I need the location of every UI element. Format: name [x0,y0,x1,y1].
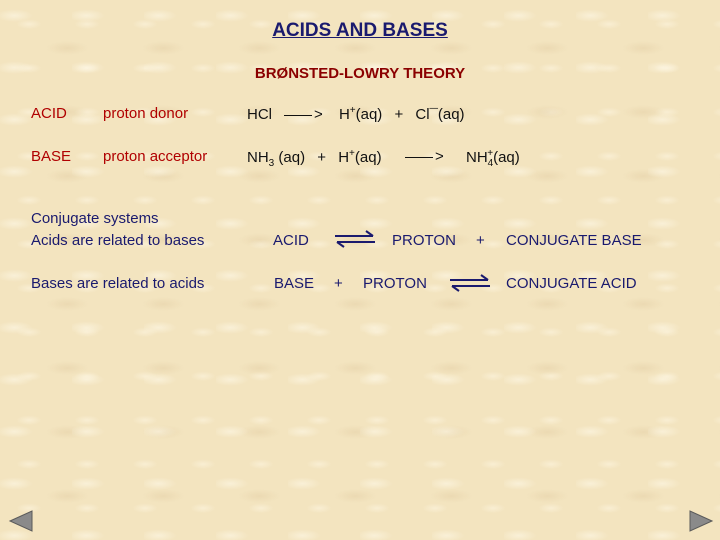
conjugate-heading: Conjugate systems [31,210,159,227]
acid-equation [247,105,465,123]
equilibrium-arrows-icon [448,273,492,293]
acid-plus: + [394,106,404,123]
conjugate-line-2: Bases are related to acids [31,275,205,292]
base-arrow [405,148,444,165]
eq2-conjugate-acid: CONJUGATE ACID [506,275,637,292]
page-title: ACIDS AND BASES [272,20,448,41]
acid-product-1: H+(aq) [338,105,383,123]
base-equation [247,148,382,169]
page-subtitle: BRØNSTED-LOWRY THEORY [254,65,466,82]
reaction-arrow-shaft [405,157,433,158]
eq2-plus: + [334,275,343,292]
reaction-arrow-head: > [314,106,323,123]
base-meaning: proton acceptor [103,148,208,165]
acid-term: ACID [31,105,67,122]
acid-product-2: Cl¯(aq) [415,106,465,123]
conjugate-line-1: Acids are related to bases [31,232,205,249]
base-reactant-1: $NH_3$ (aq) [247,149,306,169]
base-plus: + [317,149,327,166]
reaction-arrow-head: > [435,148,444,165]
eq1-acid: ACID [273,232,309,249]
reaction-arrow-shaft [284,115,312,116]
base-term: BASE [31,148,72,165]
acid-meaning: proton donor [103,105,189,122]
base-reactant-2: H+(aq) [338,148,382,166]
base-product: $NH_4^+(aq)$ [466,148,520,169]
equilibrium-arrows-icon [333,229,377,249]
prev-slide-icon[interactable] [8,510,34,532]
eq1-plus: + [476,232,485,249]
eq2-base: BASE [274,275,315,292]
eq1-conjugate-base: CONJUGATE BASE [506,232,642,249]
eq1-proton: PROTON [392,232,456,249]
acid-reactant: HCl [247,106,272,123]
next-slide-icon[interactable] [688,510,714,532]
eq2-proton: PROTON [363,275,427,292]
